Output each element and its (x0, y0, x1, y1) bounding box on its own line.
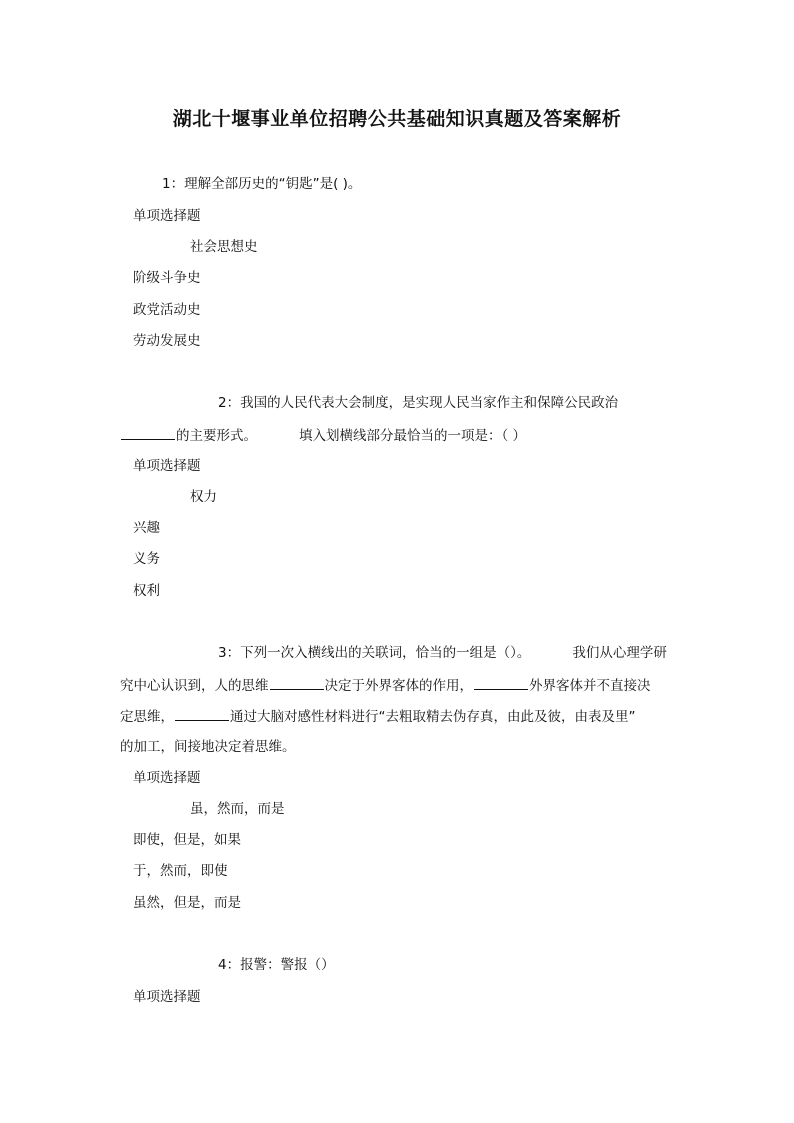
question-3-stem-line-2-a: 究中心认识到，人的思维 (120, 678, 269, 694)
question-3-stem-line-2 (120, 675, 651, 696)
question-1-stem: 1：理解全部历史的“钥匙”是( )。 (162, 176, 362, 192)
question-1-option-c: 政党活动史 (133, 302, 201, 318)
question-1-option-b: 阶级斗争史 (133, 270, 201, 286)
question-1-option-a: 社会思想史 (190, 239, 258, 255)
question-3-type: 单项选择题 (133, 770, 201, 786)
question-2-option-b: 兴趣 (133, 520, 160, 536)
question-3-stem-line-3-a: 定思维， (120, 709, 174, 725)
question-3-stem-line-2-c: 外界客体并不直接决 (529, 678, 651, 694)
question-2-option-a: 权力 (190, 489, 217, 505)
page-title: 湖北十堰事业单位招聘公共基础知识真题及答案解析 (172, 108, 622, 130)
question-2-instruction: 填入划横线部分最恰当的一项是：（ ） (299, 428, 527, 444)
question-1-option-d: 劳动发展史 (133, 333, 201, 349)
fill-blank (474, 675, 528, 690)
question-3-stem-line-4: 的加工，间接地决定着思维。 (120, 739, 296, 755)
question-2-stem-line-2-text: 的主要形式。 (176, 428, 257, 444)
fill-blank (270, 675, 324, 690)
question-1-type: 单项选择题 (133, 208, 201, 224)
question-3-option-d: 虽然，但是，而是 (133, 895, 241, 911)
question-3-stem-line-1-b: 我们从心理学研 (572, 645, 667, 661)
fill-blank (175, 706, 229, 721)
question-3-option-c: 于，然而，即使 (133, 863, 228, 879)
question-3-stem-line-1-a: 3：下列一次入横线出的关联词，恰当的一组是（）。 (218, 645, 531, 661)
question-2-stem-line-1: 2：我国的人民代表大会制度，是实现人民当家作主和保障公民政治 (218, 395, 619, 411)
question-3-option-a: 虽，然而，而是 (190, 801, 285, 817)
question-4-type: 单项选择题 (133, 989, 201, 1005)
question-2-option-c: 义务 (133, 551, 160, 567)
question-2-type: 单项选择题 (133, 458, 201, 474)
question-3-stem-line-3 (120, 706, 636, 727)
question-3-stem-line-1 (218, 643, 667, 663)
question-4-stem: 4：报警：警报（） (218, 957, 335, 973)
question-3-option-b: 即使，但是，如果 (133, 832, 241, 848)
question-2-option-d: 权利 (133, 583, 160, 599)
question-3-stem-line-3-b: 通过大脑对感性材料进行“去粗取精去伪存真，由此及彼，由表及里” (230, 709, 636, 725)
question-3-stem-line-2-b: 决定于外界客体的作用， (324, 678, 473, 694)
fill-blank (121, 425, 175, 440)
question-2-stem-line-2 (120, 425, 526, 446)
